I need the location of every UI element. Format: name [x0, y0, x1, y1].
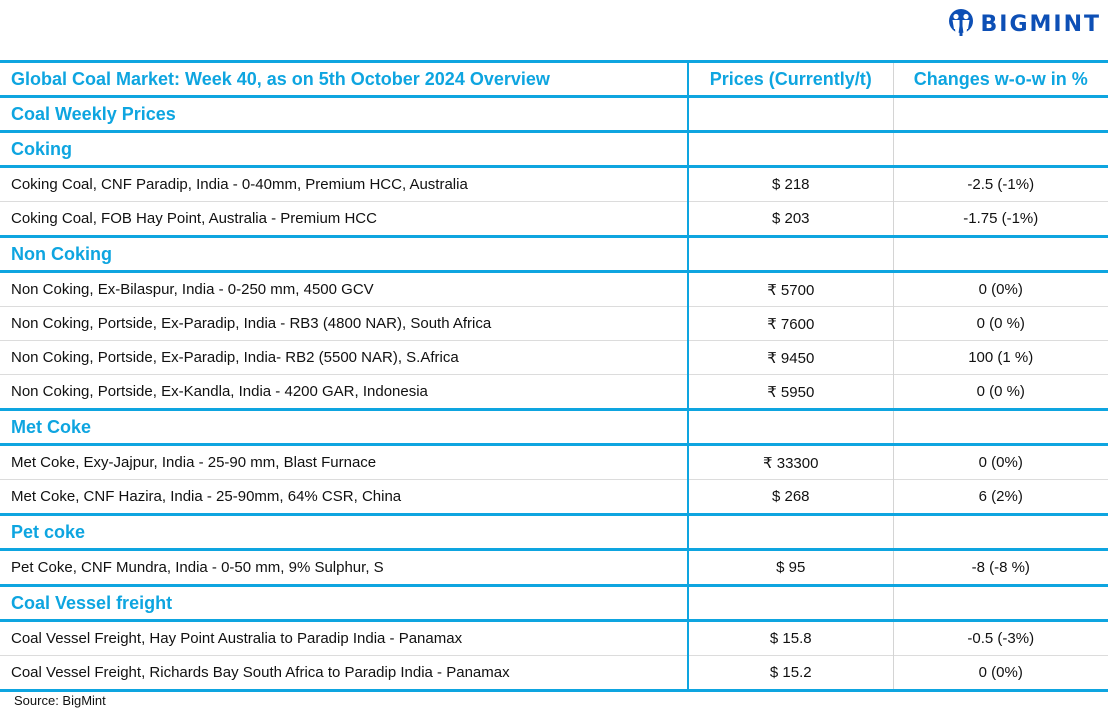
- table-row: [0, 272, 1108, 307]
- change-cell: -8 (-8 %): [893, 550, 1108, 586]
- section-label: Coal Vessel freight: [0, 586, 688, 621]
- section-label: Coal Weekly Prices: [0, 97, 688, 132]
- table-row: [0, 202, 1108, 237]
- section-row-coking: [0, 132, 1108, 167]
- empty-cell: [688, 586, 893, 621]
- section-label: Non Coking: [0, 237, 688, 272]
- empty-cell: [688, 515, 893, 550]
- change-cell: 0 (0 %): [893, 307, 1108, 341]
- table-row: [0, 307, 1108, 341]
- change-cell: 6 (2%): [893, 480, 1108, 515]
- change-cell: -1.75 (-1%): [893, 202, 1108, 237]
- commodity-description: Met Coke, Exy-Jajpur, India - 25-90 mm, Blast Furnace: [0, 445, 688, 480]
- change-cell: 0 (0%): [893, 272, 1108, 307]
- change-cell: -2.5 (-1%): [893, 167, 1108, 202]
- table-row: [0, 656, 1108, 691]
- change-cell: 0 (0%): [893, 656, 1108, 691]
- bigmint-figure-logo-icon: [948, 9, 974, 39]
- commodity-description: Coking Coal, FOB Hay Point, Australia - Premium HCC: [0, 202, 688, 237]
- section-row-coal-weekly-prices: [0, 97, 1108, 132]
- brand-logo: [948, 9, 1101, 39]
- price-cell: ₹ 33300: [688, 445, 893, 480]
- table-row: [0, 375, 1108, 410]
- section-row-pet-coke: [0, 515, 1108, 550]
- empty-cell: [688, 132, 893, 167]
- empty-cell: [893, 586, 1108, 621]
- brand-name: BIGMINT: [980, 11, 1101, 37]
- empty-cell: [893, 132, 1108, 167]
- section-row-non-coking: [0, 237, 1108, 272]
- table-row: [0, 621, 1108, 656]
- table-row: [0, 341, 1108, 375]
- commodity-description: Non Coking, Portside, Ex-Paradip, India - RB3 (4800 NAR), South Africa: [0, 307, 688, 341]
- commodity-description: Met Coke, CNF Hazira, India - 25-90mm, 64% CSR, China: [0, 480, 688, 515]
- table-row: [0, 167, 1108, 202]
- price-cell: $ 203: [688, 202, 893, 237]
- source-note: Source: BigMint: [14, 693, 106, 708]
- change-cell: 100 (1 %): [893, 341, 1108, 375]
- coal-market-table: [0, 60, 1108, 692]
- change-cell: 0 (0%): [893, 445, 1108, 480]
- empty-cell: [893, 515, 1108, 550]
- section-label: Met Coke: [0, 410, 688, 445]
- commodity-description: Non Coking, Ex-Bilaspur, India - 0-250 mm, 4500 GCV: [0, 272, 688, 307]
- commodity-description: Pet Coke, CNF Mundra, India - 0-50 mm, 9% Sulphur, S: [0, 550, 688, 586]
- price-cell: $ 15.2: [688, 656, 893, 691]
- table-row: [0, 480, 1108, 515]
- price-cell: ₹ 7600: [688, 307, 893, 341]
- price-cell: ₹ 5700: [688, 272, 893, 307]
- empty-cell: [688, 97, 893, 132]
- price-cell: $ 268: [688, 480, 893, 515]
- table-header-row: [0, 62, 1108, 97]
- price-cell: $ 95: [688, 550, 893, 586]
- change-column-header: Changes w-o-w in %: [893, 62, 1108, 97]
- price-cell: $ 15.8: [688, 621, 893, 656]
- commodity-description: Non Coking, Portside, Ex-Paradip, India- RB2 (5500 NAR), S.Africa: [0, 341, 688, 375]
- price-cell: ₹ 9450: [688, 341, 893, 375]
- table-title: Global Coal Market: Week 40, as on 5th October 2024 Overview: [0, 62, 688, 97]
- table-row: [0, 550, 1108, 586]
- empty-cell: [893, 410, 1108, 445]
- commodity-description: Coking Coal, CNF Paradip, India - 0-40mm, Premium HCC, Australia: [0, 167, 688, 202]
- section-row-coal-vessel-freight: [0, 586, 1108, 621]
- commodity-description: Coal Vessel Freight, Hay Point Australia to Paradip India - Panamax: [0, 621, 688, 656]
- price-cell: ₹ 5950: [688, 375, 893, 410]
- section-row-met-coke: [0, 410, 1108, 445]
- change-cell: -0.5 (-3%): [893, 621, 1108, 656]
- empty-cell: [893, 97, 1108, 132]
- empty-cell: [893, 237, 1108, 272]
- commodity-description: Coal Vessel Freight, Richards Bay South Africa to Paradip India - Panamax: [0, 656, 688, 691]
- empty-cell: [688, 410, 893, 445]
- empty-cell: [688, 237, 893, 272]
- section-label: Coking: [0, 132, 688, 167]
- table-row: [0, 445, 1108, 480]
- price-cell: $ 218: [688, 167, 893, 202]
- commodity-description: Non Coking, Portside, Ex-Kandla, India - 4200 GAR, Indonesia: [0, 375, 688, 410]
- price-column-header: Prices (Currently/t): [688, 62, 893, 97]
- change-cell: 0 (0 %): [893, 375, 1108, 410]
- section-label: Pet coke: [0, 515, 688, 550]
